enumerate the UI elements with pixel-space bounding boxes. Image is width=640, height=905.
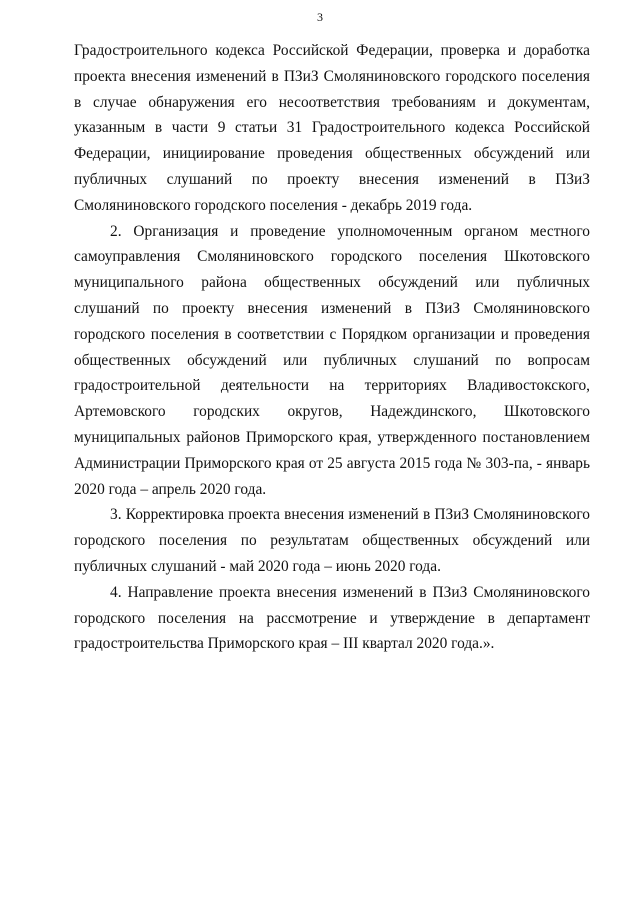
paragraph-item-4: 4. Направление проекта внесения изменений в ПЗиЗ Смоляниновского городского поселения на рассмотрение и утверждение в департамент градостроительства Приморского края – III квартал 2020 года.».: [74, 583, 590, 653]
document-body: [74, 38, 590, 657]
paragraph-continuation: Градостроительного кодекса Российской Федерации, проверка и доработка проекта внесения изменений в ПЗиЗ Смоляниновского городского поселения в случае обнаружения его несоответствия требованиям и документам, указанным в части 9 статьи 31 Градостроительного кодекса Российской Федерации, инициирование проведения общественных обсуждений или публичных слушаний по проекту внесения изменений в ПЗиЗ Смоляниновского городского поселения - декабрь 2019 года.: [74, 42, 590, 214]
paragraph-item-3: 3. Корректировка проекта внесения изменений в ПЗиЗ Смоляниновского городского поселения по результатам общественных обсуждений или публичных слушаний - май 2020 года – июнь 2020 года.: [74, 506, 590, 575]
paragraph-item-2: 2. Организация и проведение уполномоченным органом местного самоуправления Смоляниновского городского поселения Шкотовского муниципального района общественных обсуждений или публичных слушаний по проекту внесения изменений в ПЗиЗ Смоляниновского городского поселения в соответствии с Порядком организации и проведения общественных обсуждений или публичных слушаний по вопросам градостроительной деятельности на территориях Владивостокского, Артемовского городских округов, Надеждинского, Шкотовского муниципальных районов Приморского края, утвержденного постановлением Администрации Приморского края от 25 августа 2015 года № 303-па, - январь 2020 года – апрель 2020 года.: [74, 222, 590, 498]
page-number: 3: [317, 10, 323, 24]
